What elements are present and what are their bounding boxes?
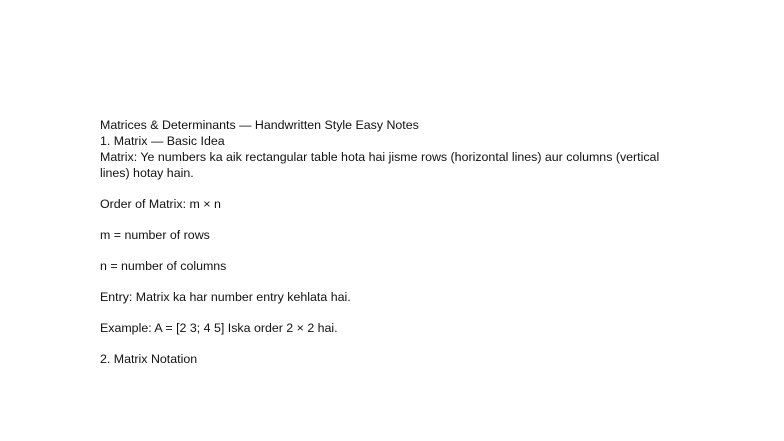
paragraph-matrix-definition: Matrix: Ye numbers ka aik rectangular table hota hai jisme rows (horizontal lines) aur columns (vertical lines) hotay hain. <box>100 150 660 180</box>
paragraph-order-of-matrix: Order of Matrix: m × n <box>100 197 221 211</box>
page-title: Matrices & Determinants — Handwritten Style Easy Notes <box>100 118 419 132</box>
section-heading-matrix-notation: 2. Matrix Notation <box>100 352 198 366</box>
section-heading-matrix-basic-idea: 1. Matrix — Basic Idea <box>100 134 225 148</box>
paragraph-columns-definition: n = number of columns <box>100 259 227 273</box>
paragraph-example: Example: A = [2 3; 4 5] Iska order 2 × 2 hai. <box>100 321 338 335</box>
paragraph-entry-definition: Entry: Matrix ka har number entry kehlata hai. <box>100 290 351 304</box>
paragraph-rows-definition: m = number of rows <box>100 228 210 242</box>
document-content <box>100 117 690 367</box>
